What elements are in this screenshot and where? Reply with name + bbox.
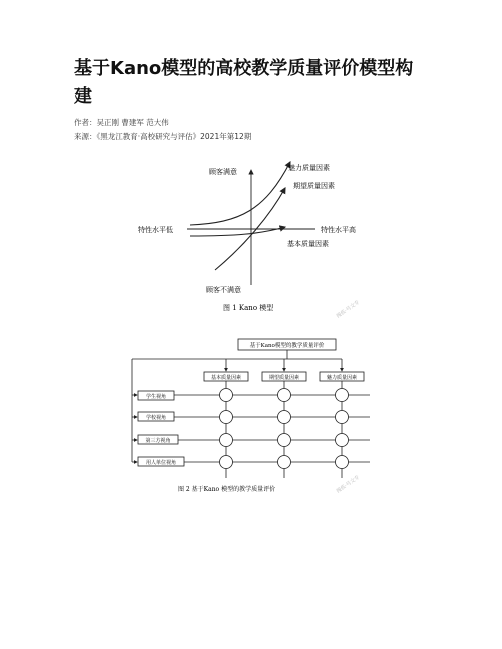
grid-node: [220, 411, 233, 424]
factor-boxes: [204, 372, 364, 381]
grid-node: [336, 434, 349, 447]
perspective-label-students: 学生视角: [145, 394, 167, 400]
grid-node: [336, 456, 349, 469]
source-line: 来源：《黑龙江教育·高校研究与评估》2021年第12期: [74, 132, 252, 141]
grid-node: [278, 411, 291, 424]
grid-node: [336, 389, 349, 402]
grid-node: [220, 456, 233, 469]
label-unsatisfied: 顾客不满意: [206, 286, 241, 294]
curve-label-basic: 基本质量因素: [287, 240, 329, 248]
perspective-label-employer: 用人单位视角: [145, 460, 177, 466]
label-satisfied: 顾客满意: [209, 168, 237, 176]
factor-label-performance: 期望质量因素: [268, 375, 300, 381]
curve-label-performance: 期望质量因素: [293, 182, 335, 190]
curve-label-attractive: 魅力质量因素: [288, 164, 330, 172]
perspective-label-school: 学校视角: [145, 415, 167, 421]
grid-node: [220, 389, 233, 402]
perspective-boxes: [138, 391, 184, 466]
figure-2-caption: 图 2 基于Kano 模型的教学质量评价: [178, 486, 276, 493]
grid-node: [220, 434, 233, 447]
figure-2-watermark: 搜狐·号文专: [335, 474, 361, 495]
authors-line: 作者：吴正刚 曹建军 范大伟: [74, 118, 169, 127]
title-line-2: 建: [74, 86, 92, 107]
label-low: 特性水平低: [138, 226, 173, 234]
top-box-label: 基于Kano模型的教学质量评价: [249, 343, 325, 349]
grid-node: [278, 456, 291, 469]
figure-2-top-box: [238, 339, 336, 350]
attractive-curve: [190, 162, 290, 225]
figure-2-evaluation-model: [128, 333, 376, 498]
figure-1-kano-model: [135, 150, 375, 320]
perspective-label-third-party: 第三方视角: [145, 438, 171, 444]
document-title: [74, 55, 434, 111]
figure-1-caption: 图 1 Kano 模型: [223, 304, 274, 312]
grid-node: [278, 389, 291, 402]
grid-node: [336, 411, 349, 424]
grid-node: [278, 434, 291, 447]
factor-label-attractive: 魅力质量因素: [326, 375, 358, 381]
figure-1-watermark: 搜狐·号文专: [335, 299, 361, 320]
basic-curve: [190, 227, 285, 236]
label-high: 特性水平高: [321, 226, 356, 234]
factor-label-basic: 基本质量因素: [210, 375, 242, 381]
title-line-1: 基于Kano模型的高校教学质量评价模型构: [74, 58, 414, 79]
